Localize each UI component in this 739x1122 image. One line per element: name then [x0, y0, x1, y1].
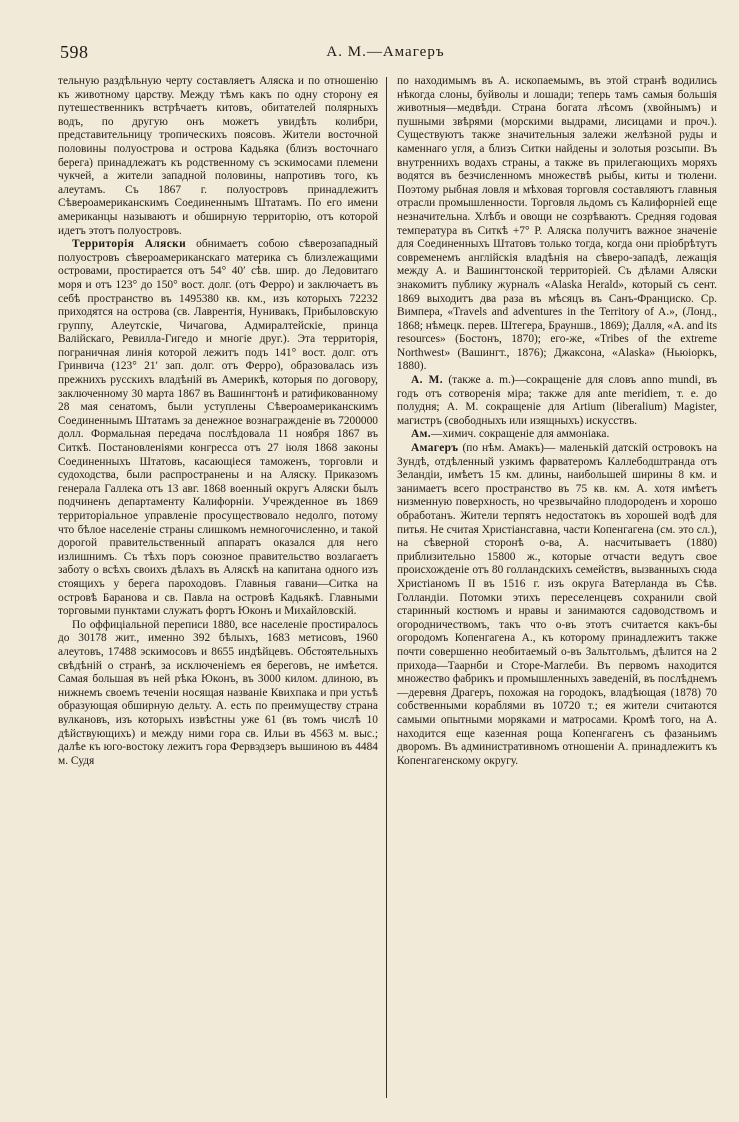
dictionary-entry — [397, 374, 717, 428]
entry-headword: Ам. — [411, 428, 432, 441]
paragraph — [58, 238, 378, 619]
right-column — [397, 75, 717, 1110]
entry-headword: Территорія Аляски — [72, 238, 187, 251]
column-divider — [386, 77, 387, 1098]
running-head: А. М.—Амагеръ — [326, 44, 445, 60]
paragraph: По оффиціальной переписи 1880, все населеніе простиралось до 30178 жит., именно 392 бѣлыхъ, 1683 метисовъ, 1960 алеутовъ, 17488 эскимосовъ и 8655 индѣйцевъ. Обстоятельныхъ свѣдѣній о странѣ, за исключеніемъ ея береговъ, не имѣется. Самая большая въ ней рѣка Юконъ, въ 3000 килом. длиною, въ нижнемъ своемъ теченіи носящая названіе Квихпака и при устьѣ образующая обширную дельту. А. есть по преимуществу страна вулкановъ, изъ которыхъ извѣстны уже 61 (въ томъ числѣ 10 дѣйствующихъ) и между ними гора св. Ильи въ 4563 м. выс.; далѣе къ юго-востоку лежитъ гора Фервэдзеръ вышиною въ 4484 м. Судя — [58, 618, 378, 767]
dictionary-entry — [397, 428, 717, 442]
dictionary-entry — [397, 442, 717, 768]
left-column — [58, 75, 378, 1110]
text-columns — [58, 75, 717, 1110]
page-header — [58, 40, 713, 64]
entry-headword: А. М. — [411, 374, 443, 387]
entry-headword: Амагеръ — [411, 442, 459, 455]
entry-text: (также а. m.)—сокращеніе для словъ anno mundi, въ годъ отъ сотворенія міра; также для ante meridiem, т. е. до полудня; А. М. сокращеніе для Artium (liberalium) Magister, магистръ (свободныхъ или изящныхъ) искусствъ. — [397, 374, 717, 427]
entry-text: обнимаетъ собою сѣверозападный полуостровъ сѣвероамериканскаго материка съ близлежащими островами, простирается отъ 54° 40′ сѣв. шир. до Ледовитаго моря и отъ 123° до 150° вост. долг. (отъ Ферро) и заключаетъ въ себѣ пространство въ 1495380 кв. км., изъ которыхъ 72232 приходятся на острова (св. Лаврентія, Нунивакъ, Прибыловскую группу, Алеутскіе, Чичагова, Адмиралтейскіе, принца Валійскаго, Ревилла-Гигедо и многіе друг.). Эта территорія, пограничная линія которой лежитъ подъ 141° вост. долг. отъ Гринвича (123° 21′ зап. долг. отъ Ферро), образовалась изъ прежнихъ русскихъ владѣній въ Америкѣ, которыя по договору, заключенному 30 марта 1867 въ Вашингтонѣ и ратификованному 28 мая сенатомъ, были уступлены Сѣвероамериканскимъ Соединеннымъ Штатамъ за денежное вознагражденіе въ 7200000 долл. Формальная передача послѣдовала 11 ноября 1867 въ Ситкѣ. Постановленіями конгресса отъ 27 іюля 1868 законы Соединенныхъ Штатовъ, касающіеся таможенъ, торговли и судоходства, были распространены и на Аляску. Приказомъ генерала Галлека отъ 13 авг. 1868 военный округъ Аляски былъ подчиненъ департаменту Калифорніи. Учрежденное въ 1869 территоріальное управленіе просуществовало недолго, потому что бѣлое населеніе страны слишкомъ немногочисленно, и такой дорогой правительственный аппаратъ оказался для него излишнимъ. Съ тѣхъ поръ союзное правительство возлагаетъ заботу о всѣхъ своихъ дѣлахъ въ Аляскѣ на капитана одного изъ стоящихъ у берега пароходовъ. Главныя гавани—Ситка на островѣ Баранова и св. Павла на островѣ Кадьякѣ. Главными торговыми пунктами служатъ фортъ Юконъ и Михайловскій. — [58, 238, 378, 618]
entry-text: (по нѣм. Амакъ)— маленькій датскій островокъ на Зундѣ, отдѣленный узкимъ фарватеромъ Каллебодштранда отъ Зеландіи, имѣетъ 15 км. длины, наибольшей ширины 8 км. и занимаетъ всего пространство въ 75 кв. км. А. хотя имѣетъ низменную поверхность, но чрезвычайно плодороденъ и хорошо обработанъ. Жители терпятъ недостатокъ въ хорошей водѣ для питья. Не считая Христіансгавна, части Копенгагена (см. это сл.), на сѣверной сторонѣ о-ва, А. насчитываетъ (1880) приблизительно 15800 ж., которые отчасти ведутъ свое происхожденіе отъ 80 голландскихъ семействъ, вызванныхъ сюда Христіаномъ II въ 1516 г. изъ округа Ватерланда въ Сѣв. Голландіи. Потомки этихъ переселенцевъ сохранили свой старинный костюмъ и нравы и занимаются садоводствомъ и огородничествомъ, такъ что о-въ этотъ считается какъ-бы огородомъ Копенгагена А., къ которому принадлежитъ также почти совершенно необитаемый о-въ Зальтгольмъ, дѣлится на 2 прихода—Таарнби и Сторе-Маглеби. Въ первомъ находится множество фабрикъ и промышленныхъ заведеній, въ послѣднемъ—деревня Драгеръ, похожая на городокъ, владѣющая (1878) 70 собственными кораблями въ 10720 т.; ея жители считаются самыми опытными моряками и матросами. Кромѣ того, на А. находится еще казенная роща Копенгагенъ съ фазаньимъ дворомъ. Въ административномъ отношеніи А. принадлежитъ къ Копенгагенскому округу. — [397, 442, 717, 767]
paragraph: тельную раздѣльную черту составляетъ Аляска и по отношенію къ животному царству. Между тѣмъ какъ по одну сторону ея путешественникъ встрѣчаетъ китовъ, обитателей полярныхъ водъ, по другую онъ можетъ увидѣть колибри, представительницу тропическихъ поясовъ. Жители восточной половины полуострова и острова Кадьяка (близъ восточнаго берега) принадлежатъ къ родственному съ эскимосами племени чукчей, а жители западной половины, напротивъ того, къ алеутамъ. Съ 1867 г. полуостровъ принадлежитъ Сѣвероамериканскимъ Соединеннымъ Штатамъ. По его имени американцы называютъ и обширную территорію, отъ которой идетъ этотъ полуостровъ. — [58, 75, 378, 237]
paragraph: по находимымъ въ А. ископаемымъ, въ этой странѣ водились нѣкогда слоны, буйволы и лошади; теперь тамъ самыя большія животныя—медвѣди. Страна богата лѣсомъ (хвойнымъ) и пушными звѣрями (морскими выдрами, лисицами и проч.). Существуютъ также значительныя залежи желѣзной руды и каменнаго угля, а близъ Ситки найдены и золотыя розсыпи. Въ внутреннихъ водахъ страны, а также въ прилегающихъ моряхъ водятся въ безчисленномъ множествѣ рыбы, киты и тюлени. Поэтому рыбная ловля и мѣховая торговля составляютъ главныя отрасли промышленности. Торговля льдомъ съ Калифорніей еще незначительна. Хлѣбъ и овощи не созрѣваютъ. Средняя годовая температура въ Ситкѣ +7° Р. Аляска получитъ важное значеніе для Соединенныхъ Штатовъ только тогда, когда они пріобрѣтутъ современемъ англійскія владѣнія на сѣверо-западѣ, лежащія между А. и Вашингтонской территоріей. Съ дѣлами Аляски знакомитъ публику журналъ «Alaska Herald», который съ сент. 1869 выходитъ два раза въ мѣсяцъ въ Санъ-Франциско. Ср. Вимпера, «Travels and adventures in the Territory of A.», (Лонд., 1868; нѣмецк. перев. Штегера, Брауншв., 1869); Далля, «A. and its resources» (Бостонъ, 1870); его-же, «Tribes of the extreme Northwest» (Вашингт., 1876); Джаксона, «Alaska» (Ньюіоркъ, 1880). — [397, 75, 717, 373]
entry-text: —химич. сокращеніе для аммоніака. — [431, 428, 610, 441]
page-number: 598 — [60, 42, 89, 62]
